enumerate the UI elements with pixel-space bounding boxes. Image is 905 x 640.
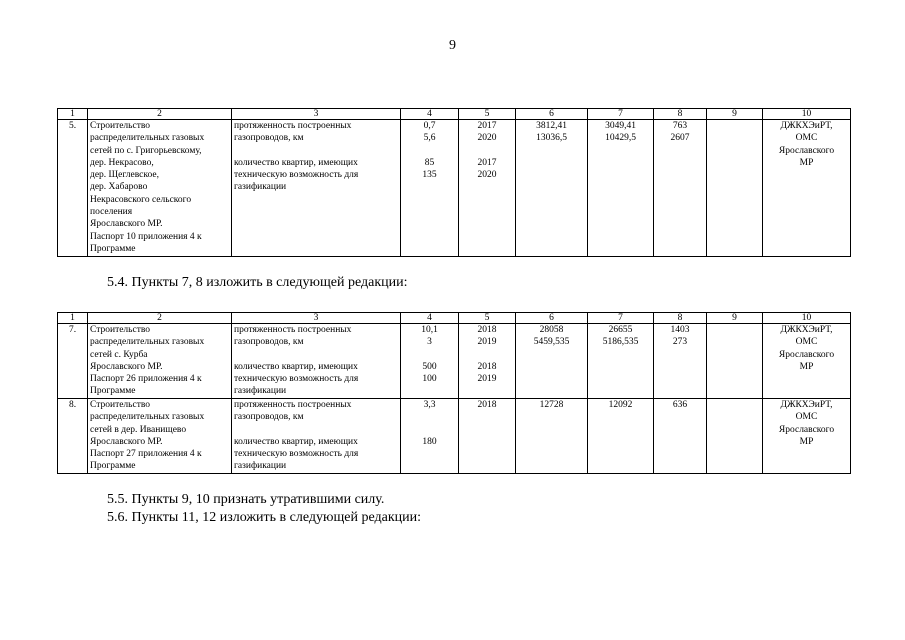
cell-line: Паспорт 27 приложения 4 к	[90, 449, 202, 460]
cell-line: Ярославского	[778, 424, 835, 435]
cost-cell	[588, 324, 654, 399]
header-cell: 6	[516, 313, 588, 324]
cell-line	[461, 145, 513, 157]
cell-line: Строительство	[90, 325, 151, 335]
header-cell: 8	[654, 313, 707, 324]
cell-line: 10,1	[421, 325, 438, 335]
cell-line: ОМС	[795, 412, 818, 423]
page-number: 9	[449, 38, 456, 53]
cell-line: сетей в дер. Иванищево	[90, 424, 187, 435]
table-1	[57, 108, 851, 257]
cell-line	[234, 349, 398, 361]
year-cell	[459, 324, 516, 399]
cell-line: Программе	[90, 461, 136, 472]
cell-line: 12728	[539, 400, 564, 410]
cell-line: 13036,5	[536, 133, 567, 144]
cell-line: распределительных газовых	[90, 412, 205, 423]
cell-line	[403, 349, 456, 361]
cell-line: распределительных газовых	[90, 133, 205, 144]
cell-line: Строительство	[90, 400, 151, 410]
cell-line: Некрасовского сельского	[90, 194, 192, 205]
cell-line: распределительных газовых	[90, 337, 205, 348]
cell-line	[234, 145, 398, 157]
table-row	[58, 324, 851, 399]
header-cell: 4	[401, 313, 459, 324]
header-cell: 2	[88, 313, 232, 324]
cell-line: МР	[799, 157, 814, 168]
row-number: 7.	[58, 324, 88, 399]
cell-line: 273	[672, 337, 688, 348]
cell-line: 2017	[477, 121, 497, 131]
cell-line: газопроводов, км	[234, 412, 304, 423]
cell-line: 10429,5	[605, 133, 636, 144]
cell-line	[461, 349, 513, 361]
cell-line: Ярославского МР.	[90, 436, 163, 447]
cell-line: газификации	[234, 461, 287, 472]
header-cell: 3	[232, 313, 401, 324]
value-cell	[401, 399, 459, 474]
cell-line: техническую возможность для	[234, 374, 359, 385]
header-cell: 9	[707, 313, 763, 324]
project-name-cell	[88, 120, 232, 257]
cell-line: 2020	[477, 170, 497, 181]
table-2	[57, 312, 851, 474]
total-cost-cell	[516, 120, 588, 257]
cell-line: Программе	[90, 386, 136, 397]
executor-cell	[763, 120, 851, 257]
cell-line: 0,7	[423, 121, 436, 131]
paragraph-5-6: 5.6. Пункты 11, 12 изложить в следующей редакции:	[107, 510, 421, 525]
cell-line: Ярославского МР.	[90, 219, 163, 230]
cost-cell	[588, 120, 654, 257]
executor-cell	[763, 324, 851, 399]
cell-line: Строительство	[90, 121, 151, 131]
table-row	[58, 399, 851, 474]
header-cell: 2	[88, 109, 232, 120]
cell-line: газопроводов, км	[234, 337, 304, 348]
cell-line: 5186,535	[602, 337, 639, 348]
cell-line: 636	[672, 400, 688, 410]
cell-line: Ярославского МР.	[90, 361, 163, 372]
header-row	[58, 109, 851, 120]
header-cell: 9	[707, 109, 763, 120]
cell-line: дер. Некрасово,	[90, 157, 154, 168]
cell-line: газификации	[234, 386, 287, 397]
cost-cell	[588, 399, 654, 474]
header-cell: 4	[401, 109, 459, 120]
cell-line: Паспорт 26 приложения 4 к	[90, 374, 202, 385]
cost-cell	[707, 324, 763, 399]
row-number: 8.	[58, 399, 88, 474]
cell-line: протяженность построенных	[234, 121, 352, 131]
header-cell: 1	[58, 109, 88, 120]
cell-line: 2018	[477, 361, 497, 372]
cost-cell	[654, 399, 707, 474]
cell-line: протяженность построенных	[234, 325, 352, 335]
cell-line: поселения	[90, 207, 133, 218]
header-cell: 7	[588, 109, 654, 120]
indicator-cell	[232, 399, 401, 474]
cell-line: 2019	[477, 374, 497, 385]
cell-line: количество квартир, имеющих	[234, 361, 358, 372]
cell-line: 100	[422, 374, 437, 385]
project-name-cell	[88, 324, 232, 399]
cell-line: 2607	[670, 133, 690, 144]
value-cell	[401, 120, 459, 257]
header-cell: 3	[232, 109, 401, 120]
header-cell: 7	[588, 313, 654, 324]
value-cell	[401, 324, 459, 399]
cell-line: 135	[422, 170, 437, 181]
header-row	[58, 313, 851, 324]
header-cell: 1	[58, 313, 88, 324]
cost-cell	[654, 324, 707, 399]
paragraph-5-4: 5.4. Пункты 7, 8 изложить в следующей редакции:	[107, 275, 408, 290]
cell-line: 5,6	[423, 133, 436, 144]
total-cost-cell	[516, 399, 588, 474]
cell-line: 28058	[539, 325, 564, 335]
cell-line: 3,3	[423, 400, 436, 410]
cell-line: 3049,41	[605, 121, 636, 131]
cell-line: протяженность построенных	[234, 400, 352, 410]
cell-line: 5459,535	[533, 337, 570, 348]
cell-line: 763	[672, 121, 688, 131]
header-cell: 10	[763, 109, 851, 120]
cell-line: 3812,41	[536, 121, 567, 131]
executor-cell	[763, 399, 851, 474]
cell-line: 3	[427, 337, 432, 348]
cell-line: техническую возможность для	[234, 449, 359, 460]
cell-line: ДЖКХЭиРТ,	[780, 325, 833, 335]
cell-line: 500	[422, 361, 437, 372]
cost-cell	[707, 120, 763, 257]
cost-cell	[654, 120, 707, 257]
cell-line: ДЖКХЭиРТ,	[780, 121, 833, 131]
cell-line: 2019	[477, 337, 497, 348]
cell-line: 2020	[477, 133, 497, 144]
cell-line: сетей с. Курба	[90, 349, 148, 360]
cell-line: ОМС	[795, 133, 818, 144]
header-cell: 8	[654, 109, 707, 120]
indicator-cell	[232, 324, 401, 399]
cell-line: Программе	[90, 243, 136, 254]
cell-line: ОМС	[795, 337, 818, 348]
cell-line: 85	[424, 157, 435, 168]
total-cost-cell	[516, 324, 588, 399]
cell-line	[234, 424, 398, 436]
row-number: 5.	[58, 120, 88, 257]
cell-line: количество квартир, имеющих	[234, 436, 358, 447]
cell-line: ДЖКХЭиРТ,	[780, 400, 833, 410]
header-cell: 5	[459, 313, 516, 324]
indicator-cell	[232, 120, 401, 257]
cell-line: 1403	[670, 325, 690, 335]
cell-line: 180	[422, 436, 437, 447]
header-cell: 6	[516, 109, 588, 120]
cell-line: 2017	[477, 157, 497, 168]
cell-line: МР	[799, 361, 814, 372]
cell-line: количество квартир, имеющих	[234, 157, 358, 168]
cell-line: Ярославского	[778, 349, 835, 360]
cell-line: Ярославского	[778, 145, 835, 156]
header-cell: 10	[763, 313, 851, 324]
year-cell	[459, 120, 516, 257]
cell-line: дер. Хабарово	[90, 182, 148, 193]
header-cell: 5	[459, 109, 516, 120]
cell-line: 12092	[608, 400, 633, 410]
table-row	[58, 120, 851, 257]
cell-line: Паспорт 10 приложения 4 к	[90, 231, 202, 242]
cell-line: газопроводов, км	[234, 133, 304, 144]
cell-line: 26655	[608, 325, 633, 335]
cell-line	[403, 424, 456, 436]
cell-line	[403, 411, 456, 423]
cell-line: МР	[799, 436, 814, 447]
cell-line: газификации	[234, 182, 287, 193]
year-cell	[459, 399, 516, 474]
cell-line: сетей по с. Григорьевскому,	[90, 145, 202, 156]
paragraph-5-5: 5.5. Пункты 9, 10 признать утратившими силу.	[107, 492, 385, 507]
cell-line	[403, 145, 456, 157]
cell-line: 2018	[477, 400, 497, 410]
cell-line: дер. Щеглевское,	[90, 170, 159, 181]
project-name-cell	[88, 399, 232, 474]
cell-line: техническую возможность для	[234, 170, 359, 181]
cell-line: 2018	[477, 325, 497, 335]
cost-cell	[707, 399, 763, 474]
